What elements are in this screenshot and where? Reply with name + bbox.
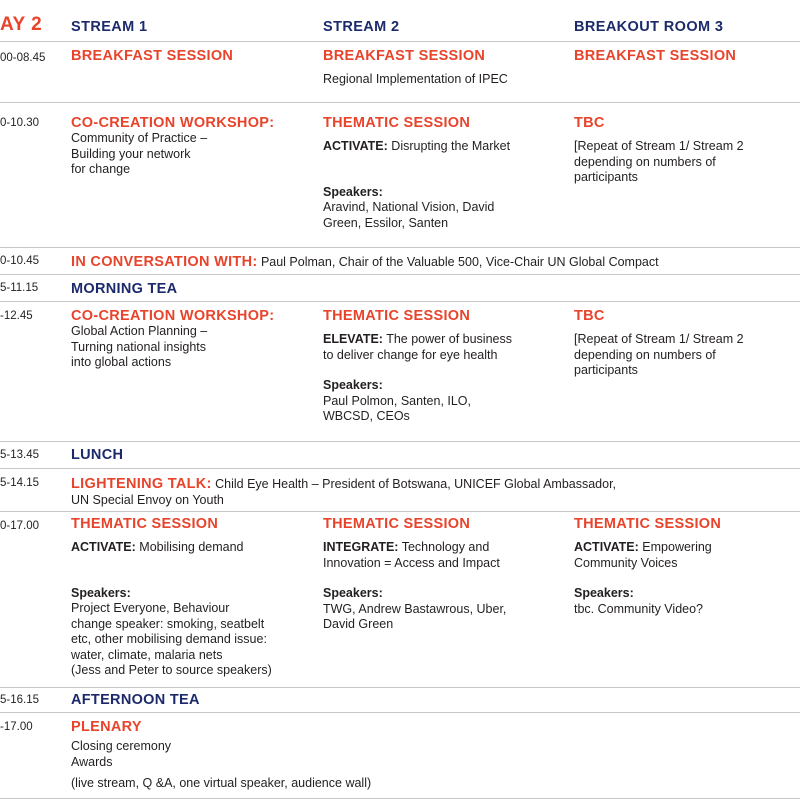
speakers-label: Speakers: (323, 184, 383, 199)
session-description-line2: UN Special Envoy on Youth (71, 493, 224, 507)
row-time: 5-13.45 (0, 449, 40, 461)
row-plenary (0, 712, 800, 799)
row-afternoon-tea (0, 687, 800, 713)
theme-label: ELEVATE: (323, 332, 383, 346)
row-time: 0-17.00 (0, 520, 40, 532)
session-title: THEMATIC SESSION (323, 308, 471, 324)
speakers-line: water, climate, malaria nets (71, 647, 223, 662)
breakout-room3-heading: BREAKOUT ROOM 3 (574, 19, 724, 35)
theme-text-line2: Innovation = Access and Impact (323, 555, 500, 570)
session-note: (live stream, Q &A, one virtual speaker, audience wall) (71, 776, 372, 790)
session-title: TBC (574, 115, 605, 131)
row-in-conversation (0, 247, 800, 275)
row-thematic-sessions (0, 511, 800, 688)
speakers-line: David Green (323, 617, 394, 631)
row-time: -12.45 (0, 310, 33, 322)
speakers-line: Project Everyone, Behaviour (71, 601, 230, 615)
row-time: 5-11.15 (0, 282, 39, 294)
session-description: Child Eye Health – President of Botswana, UNICEF Global Ambassador, (211, 477, 617, 491)
session-line: participants (574, 363, 638, 377)
session-line: depending on numbers of (574, 154, 716, 169)
row-time: -17.00 (0, 721, 33, 733)
session-title: CO-CREATION WORKSHOP: (71, 115, 275, 131)
session-line: participants (574, 170, 638, 184)
speakers-line: etc, other mobilising demand issue: (71, 632, 267, 646)
theme-label: ACTIVATE: (574, 540, 639, 554)
break-title: LUNCH (71, 447, 124, 463)
theme-text: Empowering (638, 540, 712, 554)
row-lightening-talk (0, 468, 800, 512)
session-line: Community of Practice – (71, 131, 208, 145)
row-time: 5-14.15 (0, 477, 40, 489)
schedule-header (0, 0, 800, 42)
theme-text: Technology and (398, 540, 490, 554)
session-title: BREAKFAST SESSION (574, 48, 737, 64)
session-title: BREAKFAST SESSION (323, 48, 486, 64)
speakers-line: TWG, Andrew Bastawrous, Uber, (323, 601, 507, 616)
speakers-line: (Jess and Peter to source speakers) (71, 663, 272, 677)
session-description: Regional Implementation of IPEC (323, 72, 508, 86)
break-title: AFTERNOON TEA (71, 692, 200, 708)
session-title: BREAKFAST SESSION (71, 48, 234, 64)
theme-text-line2: to deliver change for eye health (323, 347, 498, 362)
row-breakfast (0, 41, 800, 103)
session-title: PLENARY (71, 719, 142, 735)
session-line: Closing ceremony (71, 739, 172, 753)
session-title: CO-CREATION WORKSHOP: (71, 308, 275, 324)
row-time: 0-10.45 (0, 255, 40, 267)
theme-text: The power of business (382, 332, 512, 346)
theme-label: ACTIVATE: (323, 139, 388, 153)
session-title: LIGHTENING TALK: (71, 476, 212, 492)
speakers-line: change speaker: smoking, seatbelt (71, 616, 265, 631)
row-time: 00-08.45 (0, 52, 46, 64)
session-description: Paul Polman, Chair of the Valuable 500, Vice-Chair UN Global Compact (257, 255, 659, 269)
speakers-line: Aravind, National Vision, David (323, 200, 495, 214)
speakers-line: Green, Essilor, Santen (323, 215, 449, 230)
stream2-heading: STREAM 2 (323, 19, 400, 35)
theme-text: Disrupting the Market (387, 139, 511, 153)
theme-text-line2: Community Voices (574, 555, 678, 570)
session-title: THEMATIC SESSION (323, 516, 471, 532)
session-line: Awards (71, 754, 113, 769)
speakers-label: Speakers: (71, 585, 131, 600)
session-title: TBC (574, 308, 605, 324)
session-line: into global actions (71, 355, 172, 369)
theme-label: ACTIVATE: (71, 540, 136, 554)
stream1-heading: STREAM 1 (71, 19, 148, 35)
day-label: AY 2 (0, 14, 43, 35)
speakers-label: Speakers: (323, 378, 383, 392)
row-workshop-1 (0, 102, 800, 248)
theme-text: Mobilising demand (135, 540, 244, 554)
session-title: THEMATIC SESSION (574, 516, 722, 532)
session-line: [Repeat of Stream 1/ Stream 2 (574, 139, 744, 153)
session-line: Global Action Planning – (71, 324, 208, 338)
session-line: depending on numbers of (574, 347, 716, 362)
session-line: Building your network (71, 146, 191, 161)
row-morning-tea (0, 274, 800, 302)
row-workshop-2 (0, 301, 800, 442)
session-title: THEMATIC SESSION (323, 115, 471, 131)
session-line: [Repeat of Stream 1/ Stream 2 (574, 332, 744, 346)
speakers-line: Paul Polmon, Santen, ILO, (323, 393, 472, 408)
theme-label: INTEGRATE: (323, 540, 399, 554)
speakers-label: Speakers: (574, 586, 634, 600)
row-time: 5-16.15 (0, 694, 40, 706)
speakers-label: Speakers: (323, 586, 383, 600)
row-lunch (0, 441, 800, 469)
break-title: MORNING TEA (71, 281, 178, 297)
session-line: for change (71, 162, 131, 176)
session-line: Turning national insights (71, 339, 207, 354)
session-title: IN CONVERSATION WITH: (71, 254, 258, 270)
speakers-line: tbc. Community Video? (574, 601, 703, 616)
speakers-line: WBCSD, CEOs (323, 409, 410, 423)
session-title: THEMATIC SESSION (71, 516, 219, 532)
row-time: 0-10.30 (0, 117, 40, 129)
